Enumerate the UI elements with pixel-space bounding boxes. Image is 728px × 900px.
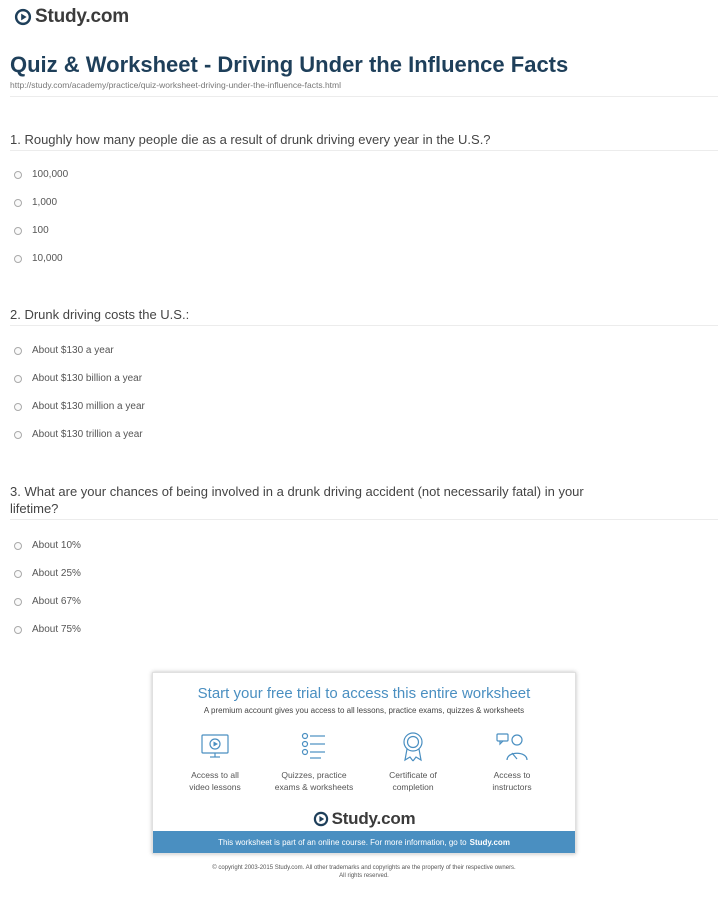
feature-label: Access to instructors [492, 770, 532, 792]
feature-label: Access to all video lessons [189, 770, 241, 792]
promo-subheading: A premium account gives you access to all lessons, practice exams, quizzes & worksheets [203, 706, 525, 715]
q3-option-2[interactable] [14, 568, 81, 579]
radio-icon[interactable] [14, 626, 22, 634]
study-logo-icon [313, 811, 329, 827]
promo-heading[interactable]: Start your free trial to access this entire worksheet [197, 685, 531, 702]
q3-option-1[interactable] [14, 540, 81, 551]
divider [10, 150, 718, 151]
feature-label: Certificate of completion [389, 770, 437, 792]
option-label: About $130 a year [32, 345, 114, 356]
copyright-line: © copyright 2003-2015 Study.com. All other trademarks and copyrights are the property of their respective owners. [212, 865, 516, 871]
feature-certificate [363, 729, 463, 793]
option-label: About $130 million a year [32, 401, 145, 412]
video-lessons-icon [198, 729, 232, 763]
page-url: http://study.com/academy/practice/quiz-worksheet-driving-under-the-influence-facts.html [10, 80, 342, 90]
radio-icon[interactable] [14, 431, 22, 439]
divider [10, 325, 718, 326]
q3-option-3[interactable] [14, 596, 81, 607]
promo-bar-text: This worksheet is part of an online course. For more information, go to [218, 837, 467, 847]
study-logo-icon [14, 8, 32, 26]
feature-label: Quizzes, practice exams & worksheets [274, 770, 354, 792]
q1-option-3[interactable] [14, 225, 49, 236]
option-label: 1,000 [32, 197, 58, 208]
logo-text: Study.com [331, 809, 416, 828]
option-label: 10,000 [32, 253, 63, 264]
option-label: About 67% [32, 596, 81, 607]
radio-icon[interactable] [14, 403, 22, 411]
radio-icon[interactable] [14, 570, 22, 578]
q2-option-2[interactable] [14, 373, 142, 384]
premium-promo-box [152, 672, 576, 854]
radio-icon[interactable] [14, 375, 22, 383]
question-1: 1. Roughly how many people die as a result of drunk driving every year in the U.S.? [10, 132, 491, 147]
radio-icon[interactable] [14, 171, 22, 179]
copyright-line: All rights reserved. [339, 873, 389, 879]
promo-logo[interactable] [153, 809, 575, 829]
question-3: 3. What are your chances of being involved in a drunk driving accident (not necessarily fatal) in your lifetime? [10, 484, 584, 516]
feature-instructors [462, 729, 562, 793]
option-label: About 75% [32, 624, 81, 635]
option-label: About $130 billion a year [32, 373, 143, 384]
q1-option-2[interactable] [14, 197, 57, 208]
q1-option-4[interactable] [14, 253, 63, 264]
radio-icon[interactable] [14, 199, 22, 207]
option-label: 100,000 [32, 169, 69, 180]
radio-icon[interactable] [14, 227, 22, 235]
instructor-icon [495, 729, 529, 763]
q1-option-1[interactable] [14, 169, 68, 180]
radio-icon[interactable] [14, 598, 22, 606]
study-link[interactable]: Study.com [469, 837, 510, 847]
radio-icon[interactable] [14, 255, 22, 263]
q3-option-4[interactable] [14, 624, 81, 635]
option-label: About $130 trillion a year [32, 429, 143, 440]
copyright [0, 864, 728, 880]
feature-video-lessons [165, 729, 265, 793]
feature-quizzes [264, 729, 364, 793]
divider [10, 519, 718, 520]
radio-icon[interactable] [14, 542, 22, 550]
page-title: Quiz & Worksheet - Driving Under the Influence Facts [10, 52, 569, 77]
q2-option-3[interactable] [14, 401, 145, 412]
q2-option-1[interactable] [14, 345, 114, 356]
quiz-list-icon [297, 729, 331, 763]
q2-option-4[interactable] [14, 429, 143, 440]
header-logo[interactable] [14, 6, 129, 28]
option-label: About 25% [32, 568, 81, 579]
option-label: About 10% [32, 540, 81, 551]
question-2: 2. Drunk driving costs the U.S.: [10, 307, 190, 322]
option-label: 100 [32, 225, 49, 236]
promo-info-bar [153, 831, 575, 853]
divider [10, 96, 718, 97]
certificate-icon [396, 729, 430, 763]
logo-text: Study.com [35, 6, 129, 27]
radio-icon[interactable] [14, 347, 22, 355]
